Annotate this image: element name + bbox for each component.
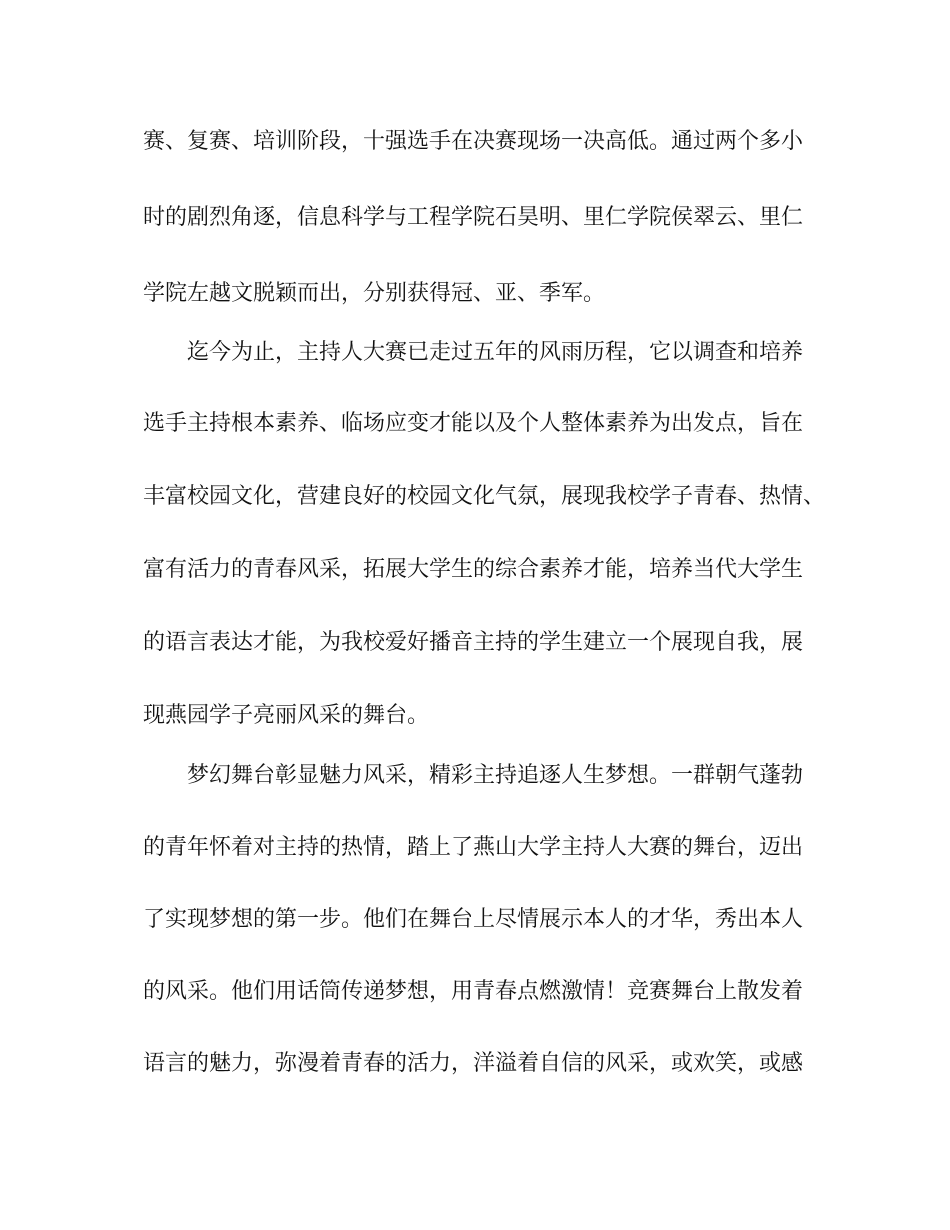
text-line: 选手主持根本素养、临场应变才能以及个人整体素养为出发点，旨在 <box>143 411 804 436</box>
text-line: 语言的魅力，弥漫着青春的活力，洋溢着自信的风采，或欢笑，或感 <box>143 1051 804 1076</box>
text-line: 赛、复赛、培训阶段，十强选手在决赛现场一决高低。通过两个多小 <box>143 129 804 154</box>
text-line: 现燕园学子亮丽风采的舞台。 <box>143 703 430 728</box>
text-line: 的风采。他们用话筒传递梦想，用青春点燃激情！竞赛舞台上散发着 <box>143 979 804 1004</box>
paragraph-first-line: 梦幻舞台彰显魅力风采，精彩主持追逐人生梦想。一群朝气蓬勃 <box>187 763 804 788</box>
text-line: 了实现梦想的第一步。他们在舞台上尽情展示本人的才华，秀出本人 <box>143 907 804 932</box>
text-line: 丰富校园文化，营建良好的校园文化气氛，展现我校学子青春、热情、 <box>143 484 826 509</box>
text-line: 时的剧烈角逐，信息科学与工程学院石昊明、里仁学院侯翠云、里仁 <box>143 205 804 230</box>
text-line: 富有活力的青春风采，拓展大学生的综合素养才能，培养当代大学生 <box>143 557 804 582</box>
paragraph-first-line: 迄今为止，主持人大赛已走过五年的风雨历程，它以调查和培养 <box>187 340 804 365</box>
text-line: 学院左越文脱颖而出，分别获得冠、亚、季军。 <box>143 281 606 306</box>
text-line: 的青年怀着对主持的热情，踏上了燕山大学主持人大赛的舞台，迈出 <box>143 835 804 860</box>
text-line: 的语言表达才能，为我校爱好播音主持的学生建立一个展现自我，展 <box>143 630 804 655</box>
